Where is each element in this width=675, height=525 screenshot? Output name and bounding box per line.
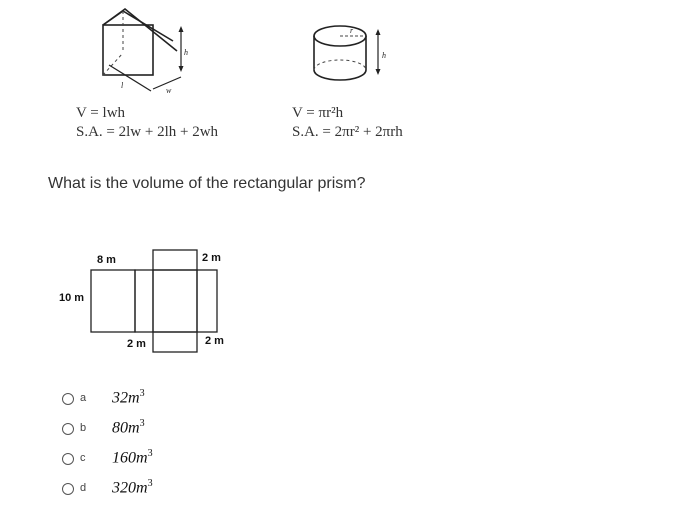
prism-formulas (76, 104, 218, 142)
choice-value: $320m^3$ (112, 478, 153, 497)
cylinder-height-label: h (382, 51, 386, 60)
prism-length-label: l (121, 81, 124, 90)
net-face-middle (153, 270, 197, 332)
prism-volume-formula: V = lwh (76, 105, 126, 121)
rectangular-prism-figure (95, 5, 195, 93)
cylinder-figure (310, 22, 395, 84)
choice-value: $160m^3$ (112, 448, 153, 467)
choice-a[interactable] (62, 386, 262, 412)
net-label-top-right: 2 m (202, 252, 221, 264)
cylinder-surface-area-formula: S.A. = 2πr² + 2πrh (292, 124, 403, 140)
radio-button[interactable] (62, 423, 74, 435)
net-label-bottom-mid: 2 m (127, 338, 146, 350)
radio-button[interactable] (62, 453, 74, 465)
prism-net-diagram (55, 245, 245, 357)
choice-letter: b (80, 422, 87, 434)
choice-letter: c (80, 452, 86, 464)
cylinder-formulas (292, 104, 403, 142)
choice-letter: a (80, 392, 87, 404)
prism-front-face (103, 25, 153, 75)
question-text: What is the volume of the rectangular prism? (48, 175, 366, 192)
net-label-left: 10 m (59, 292, 85, 304)
net-label-top-left: 8 m (97, 254, 116, 266)
prism-width-label: w (166, 86, 172, 93)
net-label-bottom-right: 2 m (205, 335, 224, 347)
choice-letter: d (80, 482, 87, 494)
net-face-top (153, 250, 197, 270)
prism-surface-area-formula: S.A. = 2lw + 2lh + 2wh (76, 124, 219, 140)
choice-d[interactable] (62, 476, 262, 502)
net-face-side-b (197, 270, 217, 332)
net-face-left (91, 270, 135, 332)
choice-b[interactable] (62, 416, 262, 442)
cylinder-radius-label: r (350, 26, 354, 35)
prism-height-label: h (184, 48, 188, 57)
cylinder-volume-formula: V = πr²h (292, 105, 344, 121)
radio-button[interactable] (62, 393, 74, 405)
choice-c[interactable] (62, 446, 262, 472)
choice-value: $32m^3$ (112, 388, 145, 407)
answer-choices (62, 386, 262, 502)
choice-value: $80m^3$ (112, 418, 145, 437)
net-face-side-a (135, 270, 153, 332)
net-face-bottom (153, 332, 197, 352)
radio-button[interactable] (62, 483, 74, 495)
